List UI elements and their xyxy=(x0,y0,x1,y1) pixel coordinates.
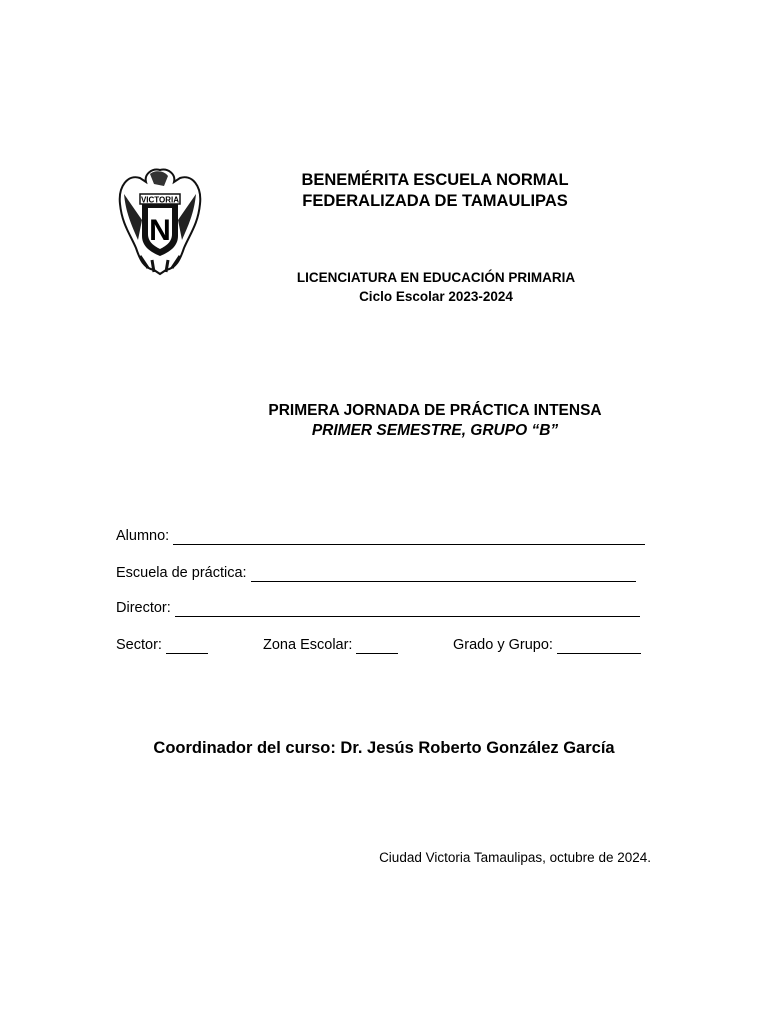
school-name-line2: FEDERALIZADA DE TAMAULIPAS xyxy=(302,192,568,210)
document-subtitle: PRIMER SEMESTRE, GRUPO “B” xyxy=(311,422,559,439)
zona-label: Zona Escolar: xyxy=(263,637,353,653)
document-title: PRIMERA JORNADA DE PRÁCTICA INTENSA xyxy=(268,402,602,419)
course-coordinator: Coordinador del curso: Dr. Jesús Roberto González García xyxy=(153,739,615,757)
svg-text:VICTORIA: VICTORIA xyxy=(140,195,180,205)
svg-text:N: N xyxy=(149,214,171,247)
place-and-date: Ciudad Victoria Tamaulipas, octubre de 2024. xyxy=(379,850,651,865)
school-logo xyxy=(114,164,206,276)
sector-field[interactable] xyxy=(166,639,208,654)
director-label: Director: xyxy=(116,600,171,616)
escuela-field[interactable] xyxy=(251,567,636,582)
alumno-row xyxy=(116,527,645,545)
zona-field[interactable] xyxy=(356,639,398,654)
escuela-row xyxy=(116,564,636,582)
alumno-field[interactable] xyxy=(173,530,645,545)
alumno-label: Alumno: xyxy=(116,528,170,544)
school-cycle: Ciclo Escolar 2023-2024 xyxy=(359,289,513,304)
program-name: LICENCIATURA EN EDUCACIÓN PRIMARIA xyxy=(296,270,576,285)
director-row xyxy=(116,599,640,617)
grado-label: Grado y Grupo: xyxy=(453,637,553,653)
director-field[interactable] xyxy=(175,602,640,617)
grado-field[interactable] xyxy=(557,639,641,654)
school-name-line1: BENEMÉRITA ESCUELA NORMAL xyxy=(301,171,569,189)
escuela-label: Escuela de práctica: xyxy=(116,565,247,581)
zona-row xyxy=(263,636,398,654)
sector-row xyxy=(116,636,208,654)
grado-row xyxy=(453,636,641,654)
sector-label: Sector: xyxy=(116,637,162,653)
